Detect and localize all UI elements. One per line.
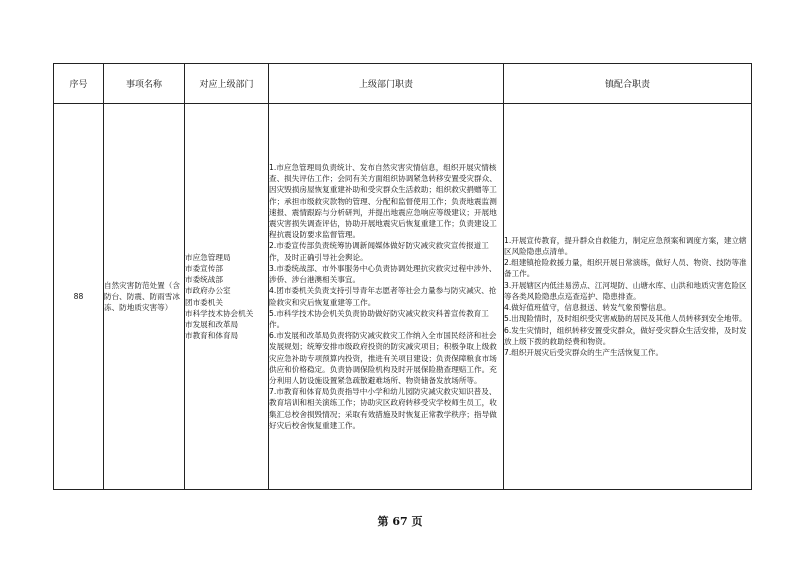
- table-row: [54, 104, 752, 490]
- department-item: 市应急管理局: [185, 252, 231, 262]
- upper-duty-item: 3.市委统战部、市外事服务中心负责协调处理抗灾救灾过程中涉外、涉侨、涉台港澳相关事宜。: [269, 263, 497, 285]
- town-duty-item: 7.组织开展灾后受灾群众的生产生活恢复工作。: [504, 347, 664, 357]
- upper-duty-item: 6.市发展和改革局负责将防灾减灾救灾工作纳入全市国民经济和社会发展规划；统筹安排市级政府投资的防灾减灾项目；积极争取上级救灾应急补助专项预算内投资，推进有关项目建设；负责保障粮食市场供应和价格稳定。负责协调保险机构及时开展保险勘查理赔工作。充分利用人防设施设置紧急疏散避难场所、物资储备发放场所等。: [269, 331, 497, 385]
- upper-duty-item: 7.市教育和体育局负责指导中小学和幼儿园防灾减灾救灾知识普及、教育培训和相关演练工作；协助灾区政府转移受灾学校师生员工，收集汇总校舍损毁情况；采取有效措施及时恢复正常教学秩序；指导做好灾后校舍恢复重建工作。: [269, 387, 497, 430]
- town-duty-item: 2.组建镇抢险救援力量，组织开展日常演练，做好人员、物资、技防等准备工作。: [504, 258, 747, 279]
- header-department: 对应上级部门: [185, 64, 269, 104]
- town-duty-item: 1.开展宣传教育，提升群众自救能力，制定应急预案和调度方案，建立辖区风险隐患点清单。: [504, 235, 747, 257]
- header-upper-duties: 上级部门职责: [269, 64, 504, 104]
- header-town-duties: 镇配合职责: [504, 64, 752, 104]
- header-no: 序号: [54, 64, 104, 104]
- town-duties: [504, 104, 752, 490]
- row-number: 88: [54, 104, 104, 490]
- department-item: 市委宣传部: [185, 263, 223, 273]
- town-duty-item: 5.出现险情时，及时组织受灾害威胁的居民及其他人员转移到安全地带。: [504, 314, 747, 324]
- department-item: 市政府办公室: [185, 286, 231, 296]
- upper-duty-item: 4.团市委机关负责支持引导青年志愿者等社会力量参与防灾减灾、抢险救灾和灾后恢复重建等工作。: [269, 286, 497, 307]
- town-duty-item: 4.做好值班值守，信息报送、转发气象预警信息。: [504, 303, 671, 313]
- town-duty-item: 6.发生灾情时，组织转移安置受灾群众，做好受灾群众生活安排，及时发放上级下拨的救助经费和物资。: [504, 325, 747, 346]
- duty-table: [53, 63, 752, 490]
- department-item: 市科学技术协会机关: [185, 308, 254, 318]
- department-item: 市委统战部: [185, 275, 223, 285]
- department-item: 团市委机关: [185, 297, 223, 307]
- header-item-name: 事项名称: [104, 64, 185, 104]
- page-number: 第 67 页: [377, 515, 423, 528]
- town-duty-item: 3.开展辖区内低洼易涝点、江河堤防、山塘水库、山洪和地质灾害危险区等各类风险隐患点巡查巡护、隐患排查。: [504, 280, 747, 301]
- upper-duties: [269, 104, 504, 490]
- upper-duty-item: 1.市应急管理局负责统计、发布自然灾害灾情信息，组织开展灾情核查、损失评估工作；会同有关方面组织协调紧急转移安置受灾群众、因灾毁损房屋恢复重建补助和受灾群众生活救助；组织救灾捐赠等工作；承担市级救灾款物的管理、分配和监督使用工作；负责地震监测速报、震情跟踪与分析研判，并提出地震应急响应等级建议；开展地震灾害损失调查评估，协助开展地震灾后恢复重建工作；负责建设工程抗震设防要求监督管理。: [269, 163, 497, 240]
- table-header-row: [54, 64, 752, 104]
- department-item: 市教育和体育局: [185, 331, 239, 341]
- upper-duty-item: 5.市科学技术协会机关负责协助做好防灾减灾救灾科普宣传教育工作。: [269, 308, 489, 329]
- department-item: 市发展和改革局: [185, 319, 239, 329]
- department-list: [185, 104, 269, 490]
- item-name: 自然灾害防范处置（含防台、防震、防雨雪冰冻、防地质灾害等）: [104, 104, 185, 490]
- upper-duty-item: 2.市委宣传部负责统筹协调新闻媒体做好防灾减灾救灾宣传报道工作，及时正确引导社会舆论。: [269, 241, 489, 262]
